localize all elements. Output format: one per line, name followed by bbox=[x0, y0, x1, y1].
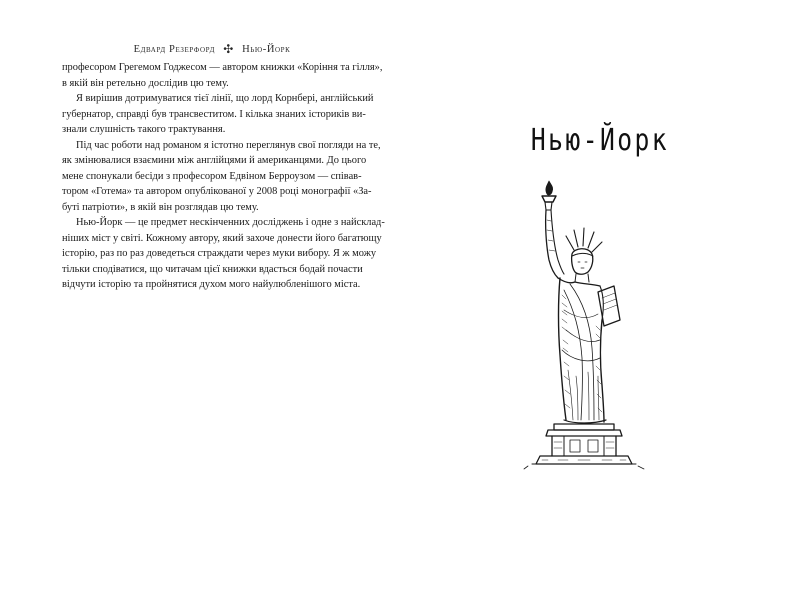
body-line: відчути історію та пройнятися духом мого найулюбленішого міста. bbox=[62, 279, 361, 290]
body-line: Я вирішив дотримуватися тієї лінії, що лорд Корнбері, англійський bbox=[76, 93, 374, 104]
fleuron-icon: ✣ bbox=[223, 42, 234, 56]
body-line: Під час роботи над романом я істотно переглянув свої погляди на те, bbox=[76, 139, 381, 151]
body-line: професором Грегемом Годжесом — автором книжки «Коріння та гілля», bbox=[62, 62, 383, 73]
statue-of-liberty-illustration bbox=[518, 180, 658, 470]
body-line: буті патріоти», в якій він розглядав цю тему. bbox=[62, 201, 259, 213]
body-line: ніших міст у світі. Кожному автору, який захоче донести його багатющу bbox=[62, 232, 382, 244]
body-text bbox=[62, 60, 385, 293]
body-line: історію, раз по раз доведеться страждати через муки вибору. Я ж можу bbox=[62, 248, 377, 259]
running-head bbox=[62, 41, 362, 56]
running-head-author: Едвард Резерфорд bbox=[133, 44, 215, 55]
body-line: знали слушність такого трактування. bbox=[62, 124, 226, 135]
body-line: як змінювалися взаємини між англійцями й американцями. До цього bbox=[62, 155, 367, 166]
body-line: мене спонукали бесіди з професором Едвіном Берроузом — співав- bbox=[62, 170, 362, 182]
body-line: тором «Готема» та автором опублікованої у 2008 році монографії «За- bbox=[62, 186, 372, 197]
body-line: губернатор, справді був трансвеститом. І кілька знаних істориків ви- bbox=[62, 108, 366, 120]
right-page bbox=[400, 0, 800, 600]
chapter-title: Нью-Йорк bbox=[530, 123, 670, 158]
body-line: Нью-Йорк — це предмет нескінченних досліджень і одне з найсклад- bbox=[76, 217, 385, 228]
body-line: в якій він ретельно дослідив цю тему. bbox=[62, 77, 229, 89]
running-head-title: Нью-Йорк bbox=[242, 44, 291, 55]
body-line: тільки сподіватися, що читачам цієї книжки вдасться бодай почасти bbox=[62, 263, 363, 275]
